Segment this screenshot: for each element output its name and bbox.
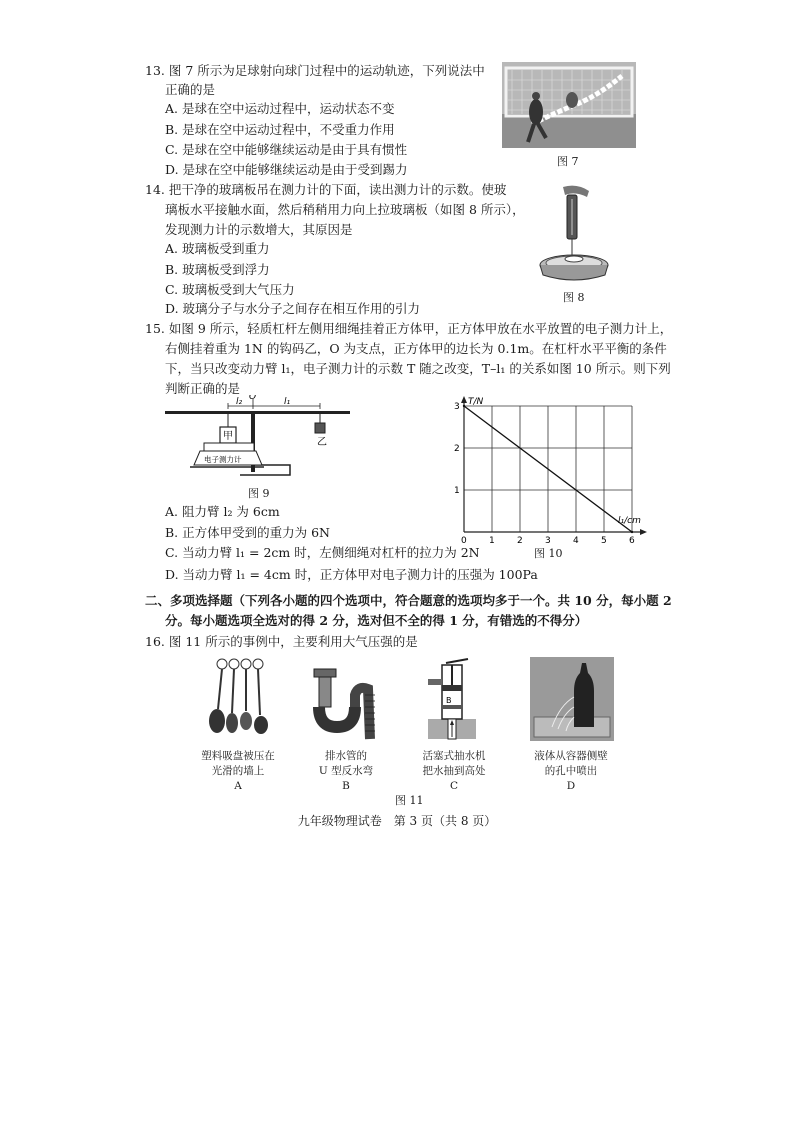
fig11-a-line1: 塑料吸盘被压在 — [201, 750, 275, 762]
series-point-0-0 — [463, 405, 465, 407]
lever-bar — [165, 411, 350, 414]
x-tick-label-6: 6 — [629, 536, 635, 545]
fig10-chart — [440, 395, 650, 545]
q13-option-a: A. 是球在空中运动过程中，运动状态不变 — [165, 101, 395, 116]
q13-stem-line1: 13. 图 7 所示为足球射向球门过程中的运动轨迹，下列说法中 — [145, 63, 485, 78]
q15-stem-line4: 判断正确的是 — [165, 381, 241, 396]
fig9-label-l2: l₂ — [236, 397, 243, 407]
fig11-c-letter: C — [449, 780, 459, 792]
y-tick-label-0: 1 — [454, 486, 460, 496]
fig11-c-line1: 活塞式抽水机 — [422, 750, 486, 762]
fig11-b-caption — [306, 749, 386, 794]
fig9-label-yi: 乙 — [317, 437, 327, 448]
q14-option-b: B. 玻璃板受到浮力 — [165, 262, 270, 277]
y-tick-label-2: 3 — [454, 402, 460, 412]
fig11-b-u-trap-pipe — [310, 665, 382, 741]
fig9-label-jia: 甲 — [223, 431, 233, 442]
q14-stem-line1: 14. 把干净的玻璃板吊在测力计的下面，读出测力计的示数。使玻 — [145, 182, 507, 197]
fig11-b-line2: U 型反水弯 — [318, 765, 374, 777]
x-tick-label-3: 3 — [545, 536, 551, 545]
q13-option-d: D. 是球在空中能够继续运动是由于受到踢力 — [165, 162, 408, 177]
q13-option-b: B. 是球在空中运动过程中，不受重力作用 — [165, 122, 395, 137]
fig11-d-letter: D — [566, 780, 576, 792]
fig8-caption: 图 8 — [563, 291, 585, 304]
fig11-c-caption — [414, 749, 494, 794]
fig11-b-letter: B — [342, 780, 350, 792]
q15-option-d: D. 当动力臂 l₁ = 4cm 时，正方体甲对电子测力计的压强为 100Pa — [165, 567, 538, 582]
page-footer: 九年级物理试卷 第 3 页（共 8 页） — [297, 814, 497, 828]
q15-stem-line3: 下，当只改变动力臂 l₁，电子测力计的示数 T 随之改变，T–l₁ 的关系如图 10 所示。则下列 — [165, 361, 671, 376]
q15-option-c: C. 当动力臂 l₁ = 2cm 时，左侧细绳对杠杆的拉力为 2N — [165, 545, 480, 560]
fig11-c-line2: 把水抽到高处 — [422, 765, 486, 777]
q14-stem-line2: 璃板水平接触水面，然后稍稍用力向上拉玻璃板（如图 8 所示）， — [165, 202, 525, 217]
fig11-d-line1: 液体从容器侧壁 — [534, 750, 608, 762]
fig10-xlabel: l₁/cm — [618, 516, 641, 526]
x-tick-label-1: 1 — [489, 536, 495, 545]
fig11-d-bottle-jets — [530, 657, 614, 741]
fig11-a-letter: A — [234, 780, 242, 792]
fig9-lever-diagram — [160, 395, 360, 485]
q13-option-c: C. 是球在空中能够继续运动是由于具有惯性 — [165, 142, 408, 157]
x-tick-label-0: 0 — [461, 536, 467, 545]
q15-option-b: B. 正方体甲受到的重力为 6N — [165, 525, 330, 540]
q15-stem-line2: 右侧挂着重为 1N 的钩码乙，O 为支点，正方体甲的边长为 0.1m。在杠杆水平平衡的条件 — [165, 341, 667, 356]
q15-option-a: A. 阻力臂 l₂ 为 6cm — [165, 504, 280, 519]
fig10-svg — [440, 395, 650, 545]
q14-option-c: C. 玻璃板受到大气压力 — [165, 282, 295, 297]
fig11-a-caption — [198, 749, 278, 794]
q14-stem-line3: 发现测力计的示数增大，其原因是 — [165, 222, 353, 237]
fig9-caption: 图 9 — [248, 487, 270, 500]
fig10-ylabel: T/N — [468, 397, 484, 407]
q14-option-a: A. 玻璃板受到重力 — [165, 241, 270, 256]
fig11-d-line2: 的孔中喷出 — [544, 765, 598, 777]
fig10-caption: 图 10 — [534, 547, 563, 560]
x-tick-label-4: 4 — [573, 536, 579, 545]
q13-stem-line2: 正确的是 — [165, 82, 216, 97]
fig9-label-scale: 电子测力计 — [204, 455, 242, 464]
fig11-c-piston-pump — [424, 657, 480, 741]
fig11-a-line2: 光滑的墙上 — [211, 765, 265, 777]
y-tick-label-1: 2 — [454, 444, 460, 454]
section2-title-line2: 分。每小题选项全选对的得 2 分，选对但不全的得 1 分，有错选的不得分） — [165, 613, 588, 628]
svg-text:B: B — [446, 696, 452, 705]
chart-axes — [461, 396, 647, 535]
series-point-0-1 — [631, 531, 633, 533]
q16-stem: 16. 图 11 所示的事例中，主要利用大气压强的是 — [145, 634, 418, 649]
fig7-soccer-photo — [502, 62, 636, 148]
fig11-a-suction-hooks — [204, 657, 274, 739]
fig8-spring-scale-photo — [533, 183, 615, 283]
fig11-caption: 图 11 — [395, 794, 424, 807]
x-tick-label-5: 5 — [601, 536, 607, 545]
chart-tick-labels — [454, 402, 635, 545]
fig11-d-caption — [526, 749, 616, 794]
q15-stem-line1: 15. 如图 9 所示，轻质杠杆左侧用细绳挂着正方体甲，正方体甲放在水平放置的电子测力计上， — [145, 321, 673, 336]
x-tick-label-2: 2 — [517, 536, 523, 545]
q14-option-d: D. 玻璃分子与水分子之间存在相互作用的引力 — [165, 301, 421, 316]
fig7-caption: 图 7 — [557, 155, 579, 168]
fig11-b-line1: 排水管的 — [325, 750, 367, 762]
fig9-label-l1: l₁ — [284, 397, 291, 407]
section2-title-line1: 二、多项选择题（下列各小题的四个选项中，符合题意的选项均多于一个。共 10 分，每小题 2 — [145, 593, 672, 608]
fig9-label-o: O — [249, 395, 257, 402]
